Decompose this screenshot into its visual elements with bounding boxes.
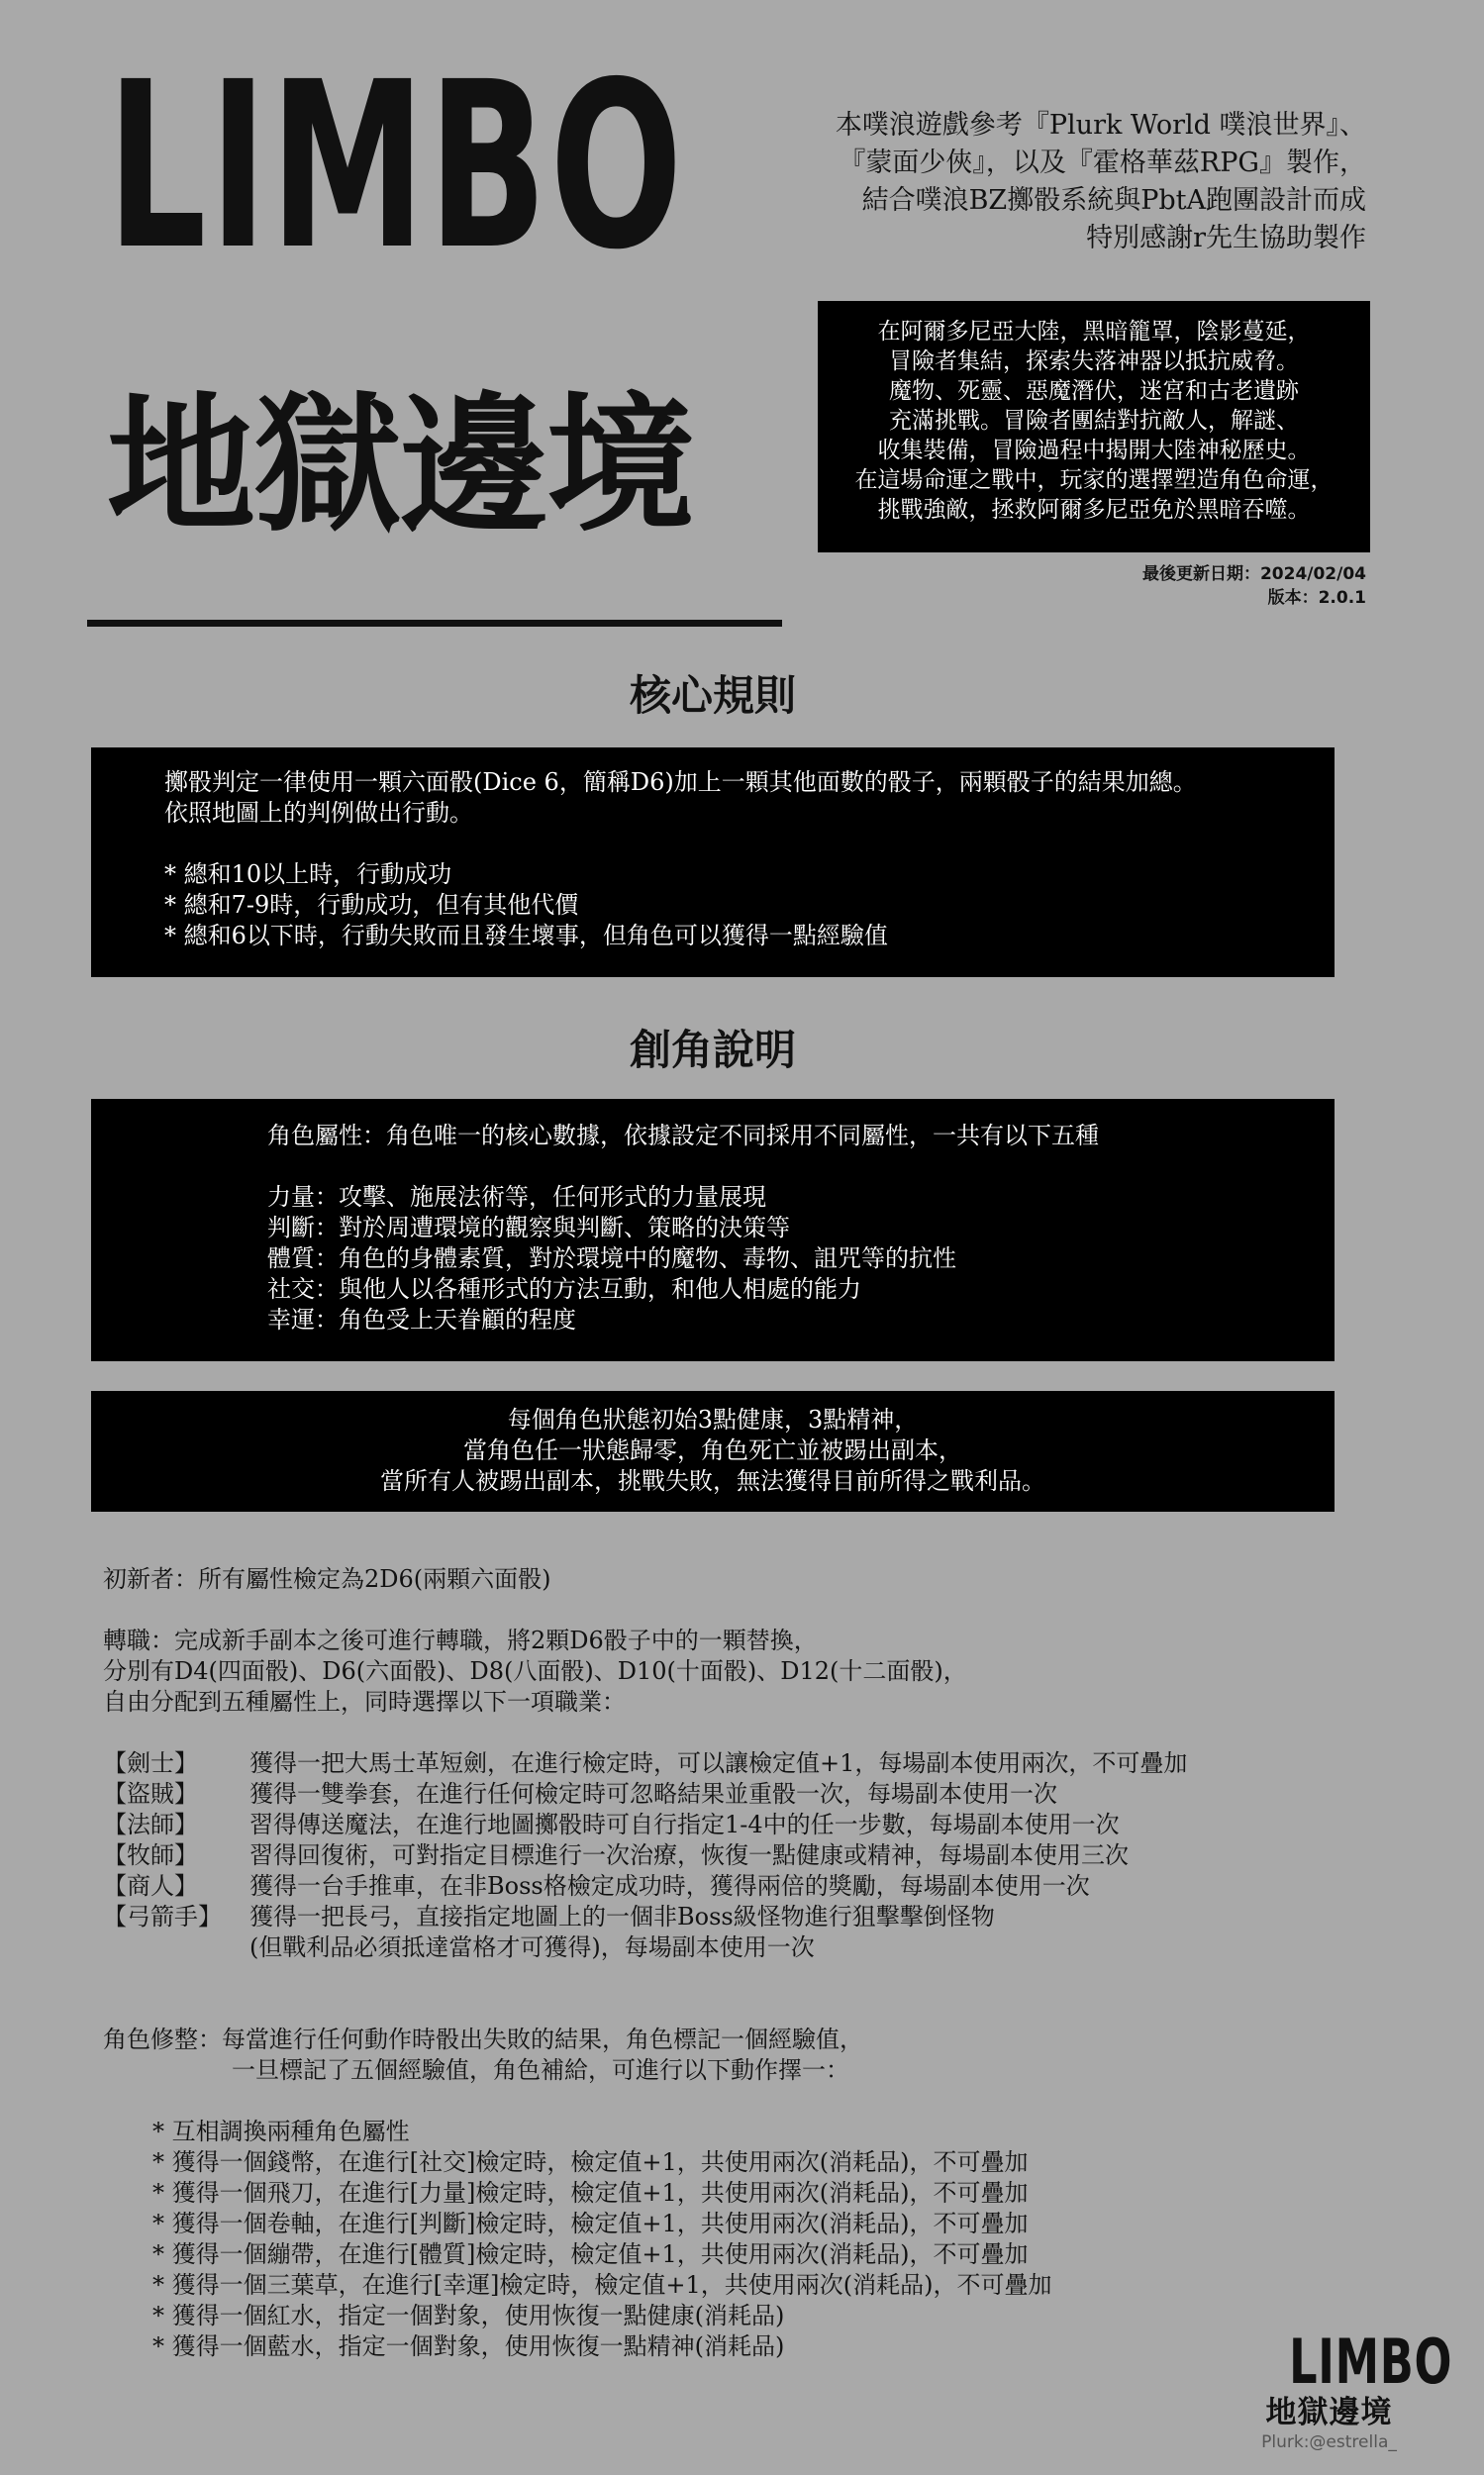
attribute-line: 幸運：角色受上天眷顧的程度 xyxy=(267,1306,576,1334)
version: 版本：2.0.1 xyxy=(1267,588,1366,608)
core-rule-line: 擲骰判定一律使用一顆六面骰(Dice 6，簡稱D6)加上一顆其他面數的骰子，兩顆骰子的結果加總。 xyxy=(164,768,1197,796)
footer-logo xyxy=(1257,2326,1453,2453)
status-line: 每個角色狀態初始3點健康，3點精神， xyxy=(507,1406,919,1434)
fix-option: * 獲得一個紅水，指定一個對象，使用恢復一點健康(消耗品) xyxy=(152,2302,785,2329)
job-row xyxy=(103,1779,1187,1810)
attribute-line: 力量：攻擊、施展法術等，任何形式的力量展現 xyxy=(267,1183,766,1211)
job-name: 【盜賊】 xyxy=(103,1780,198,1808)
status-line: 當角色任一狀態歸零，角色死亡並被踢出副本， xyxy=(463,1436,962,1464)
fix-option: * 獲得一個錢幣，在進行[社交]檢定時，檢定值+1，共使用兩次(消耗品)，不可疊加 xyxy=(152,2148,1029,2176)
job-row xyxy=(103,1810,1187,1840)
intro-box xyxy=(818,301,1370,552)
title-divider xyxy=(87,620,782,627)
intro-line: 在這場命運之戰中，玩家的選擇塑造角色命運， xyxy=(854,467,1334,493)
job-desc: 習得回復術，可對指定目標進行一次治療，恢復一點健康或精神，每場副本使用三次 xyxy=(249,1841,1129,1869)
job-name: 【弓箭手】 xyxy=(103,1903,222,1930)
transfer-rule: 轉職：完成新手副本之後可進行轉職，將2顆D6骰子中的一顆替換， xyxy=(103,1627,818,1654)
job-desc: 獲得一雙拳套，在進行任何檢定時可忽略結果並重骰一次，每場副本使用一次 xyxy=(249,1780,1057,1808)
core-rule-line: * 總和7-9時，行動成功，但有其他代價 xyxy=(164,891,579,919)
status-line: 當所有人被踢出副本，挑戰失敗，無法獲得目前所得之戰利品。 xyxy=(380,1467,1045,1495)
fix-option: * 獲得一個卷軸，在進行[判斷]檢定時，檢定值+1，共使用兩次(消耗品)，不可疊加 xyxy=(152,2210,1029,2237)
rules-text xyxy=(103,1564,1187,2362)
fix-option: * 獲得一個飛刀，在進行[力量]檢定時，檢定值+1，共使用兩次(消耗品)，不可疊加 xyxy=(152,2179,1029,2207)
logo-subtitle: 地獄邊境 xyxy=(107,378,694,552)
job-row xyxy=(103,1902,1187,1932)
intro-line: 冒險者集結，探索失落神器以抵抗威脅。 xyxy=(889,348,1299,374)
intro-line: 魔物、死靈、惡魔潛伏，迷宮和古老遺跡 xyxy=(889,378,1299,404)
fix-rule: 角色修整：每當進行任何動作時骰出失敗的結果，角色標記一個經驗值， xyxy=(103,2026,863,2053)
logo-title: LIMBO xyxy=(107,33,686,300)
job-row xyxy=(103,1871,1187,1902)
fix-rule: 一旦標記了五個經驗值，角色補給，可進行以下動作擇一： xyxy=(232,2056,849,2084)
footer-logo-subtitle: 地獄邊境 xyxy=(1265,2395,1393,2430)
character-creation-heading: 創角說明 xyxy=(629,1026,796,1074)
intro-line: 在阿爾多尼亞大陸，黑暗籠罩，陰影蔓延， xyxy=(877,319,1311,345)
status-box xyxy=(91,1391,1335,1512)
transfer-rule: 分別有D4(四面骰)、D6(六面骰)、D8(八面骰)、D10(十面骰)、D12(十二面骰)， xyxy=(103,1657,967,1685)
job-desc: 獲得一台手推車，在非Boss格檢定成功時，獲得兩倍的獎勵，每場副本使用一次 xyxy=(249,1872,1090,1900)
job-desc: 獲得一把大馬士革短劍，在進行檢定時，可以讓檢定值+1，每場副本使用兩次，不可疊加 xyxy=(249,1749,1188,1777)
attribute-line: 社交：與他人以各種形式的方法互動，和他人相處的能力 xyxy=(267,1275,861,1303)
fix-option: * 獲得一個藍水，指定一個對象，使用恢復一點精神(消耗品) xyxy=(152,2332,785,2360)
job-name: 【劍士】 xyxy=(103,1749,198,1777)
archer-note: (但戰利品必須抵達當格才可獲得)，每場副本使用一次 xyxy=(249,1933,815,1961)
novice-rule: 初新者：所有屬性檢定為2D6(兩顆六面骰) xyxy=(103,1565,551,1593)
core-rules-box xyxy=(91,747,1335,977)
core-rule-line: 依照地圖上的判例做出行動。 xyxy=(164,799,473,827)
job-row xyxy=(103,1840,1187,1871)
fix-options xyxy=(103,2117,1187,2362)
credits-line: 『蒙面少俠』，以及『霍格華茲RPG』製作， xyxy=(839,148,1366,178)
attributes-box xyxy=(91,1099,1335,1361)
intro-line: 充滿挑戰。冒險者團結對抗敵人，解謎、 xyxy=(889,408,1299,434)
footer-signature: Plurk:@estrella_ xyxy=(1261,2432,1397,2453)
job-name: 【法師】 xyxy=(103,1811,198,1838)
job-name: 【商人】 xyxy=(103,1872,198,1900)
credits xyxy=(673,107,1366,257)
fix-option: * 互相調換兩種角色屬性 xyxy=(152,2118,410,2145)
job-name: 【牧師】 xyxy=(103,1841,198,1869)
job-row xyxy=(103,1748,1187,1779)
credits-line: 特別感謝r先生協助製作 xyxy=(1086,223,1366,253)
footer-logo-title: LIMBO xyxy=(1289,2326,1453,2398)
attribute-line: 體質：角色的身體素質，對於環境中的魔物、毒物、詛咒等的抗性 xyxy=(267,1244,956,1272)
job-desc: 獲得一把長弓，直接指定地圖上的一個非Boss級怪物進行狙擊擊倒怪物 xyxy=(249,1903,995,1930)
attribute-line: 判斷：對於周遭環境的觀察與判斷、策略的決策等 xyxy=(267,1214,790,1241)
core-rule-line: * 總和10以上時，行動成功 xyxy=(164,860,452,888)
intro-line: 收集裝備，冒險過程中揭開大陸神秘歷史。 xyxy=(877,438,1311,463)
credits-line: 本噗浪遊戲參考『Plurk World 噗浪世界』、 xyxy=(835,110,1366,141)
core-rule-line: * 總和6以下時，行動失敗而且發生壞事，但角色可以獲得一點經驗值 xyxy=(164,922,888,949)
fix-option: * 獲得一個三葉草，在進行[幸運]檢定時，檢定值+1，共使用兩次(消耗品)，不可疊加 xyxy=(152,2271,1052,2299)
credits-line: 結合噗浪BZ擲骰系統與PbtA跑團設計而成 xyxy=(861,185,1366,216)
version-info xyxy=(1142,562,1366,610)
transfer-rule: 自由分配到五種屬性上，同時選擇以下一項職業： xyxy=(103,1688,626,1716)
core-rules-heading: 核心規則 xyxy=(629,671,796,720)
attributes-intro: 角色屬性：角色唯一的核心數據，依據設定不同採用不同屬性，一共有以下五種 xyxy=(267,1122,1099,1149)
fix-option: * 獲得一個繃帶，在進行[體質]檢定時，檢定值+1，共使用兩次(消耗品)，不可疊加 xyxy=(152,2240,1029,2268)
last-updated: 最後更新日期：2024/02/04 xyxy=(1141,564,1366,584)
intro-line: 挑戰強敵，拯救阿爾多尼亞免於黑暗吞噬。 xyxy=(877,497,1311,523)
job-desc: 習得傳送魔法，在進行地圖擲骰時可自行指定1-4中的任一步數，每場副本使用一次 xyxy=(249,1811,1120,1838)
